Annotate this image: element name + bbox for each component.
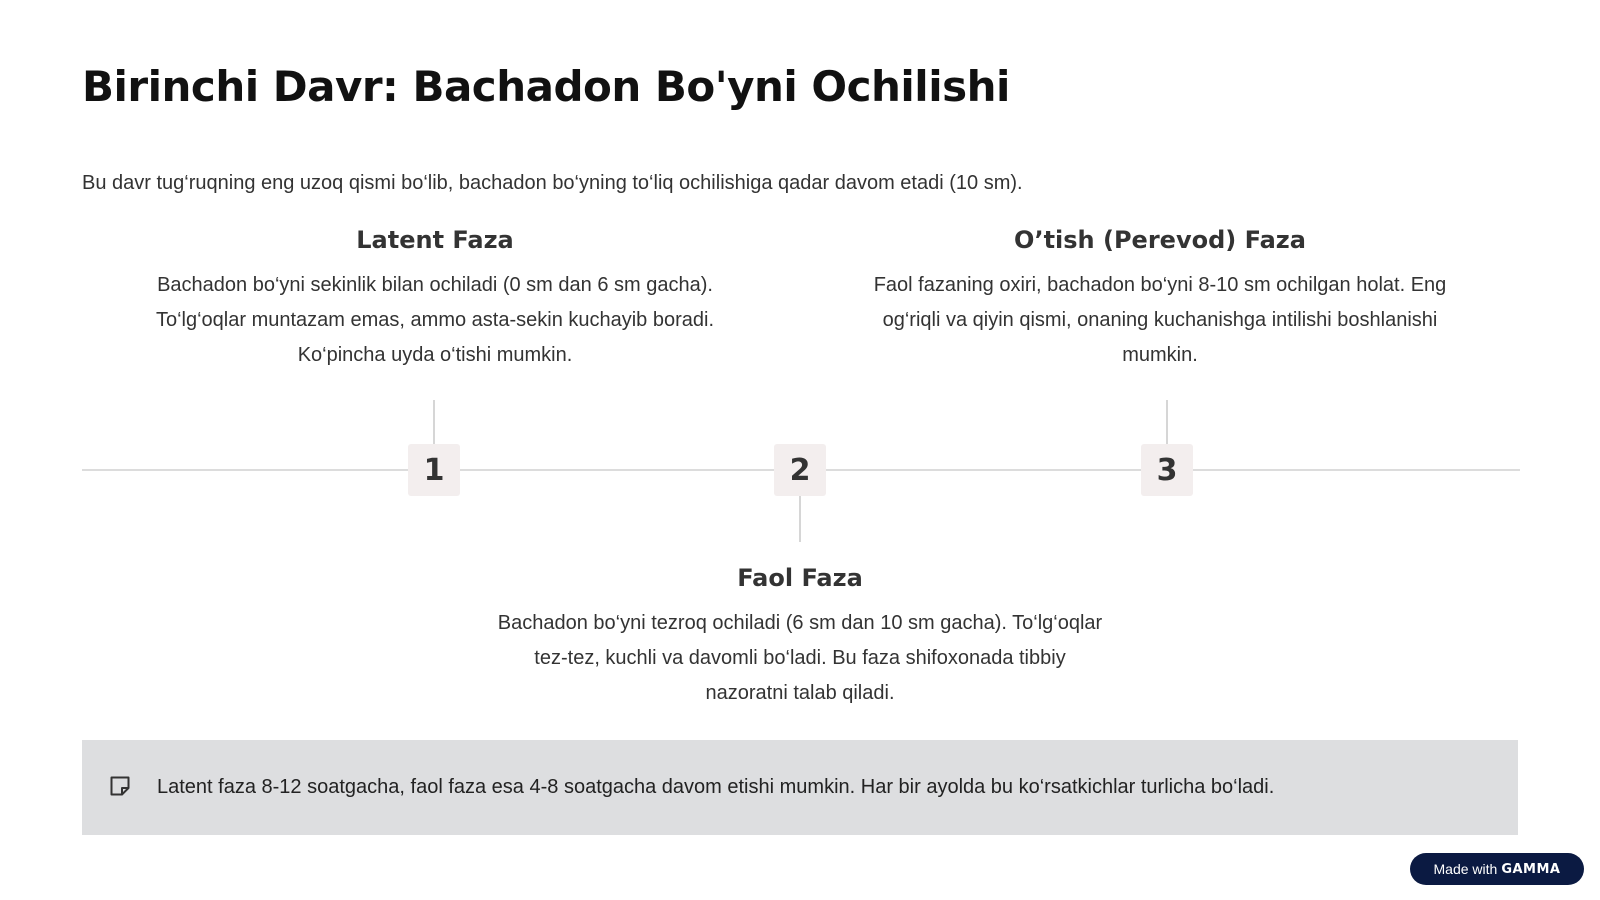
note-callout	[82, 740, 1518, 835]
phase-description-line: Bachadon bo‘yni tezroq ochiladi (6 sm dan 10 sm gacha). To‘lg‘oqlar	[497, 612, 1103, 634]
timeline-connector	[1166, 400, 1168, 444]
phase-active	[470, 564, 1130, 711]
made-with-gamma-badge[interactable]	[1410, 853, 1584, 885]
timeline-marker-2: 2	[774, 444, 826, 496]
phase-description-line: og‘riqli va qiyin qismi, onaning kuchanishga intilishi boshlanishi	[882, 309, 1438, 331]
phase-description	[120, 268, 750, 373]
timeline-connector	[433, 400, 435, 444]
slide-title: Birinchi Davr: Bachadon Bo'yni Ochilishi	[82, 62, 1010, 111]
phase-latent	[120, 226, 750, 373]
gamma-logo: GAMMA	[1501, 861, 1561, 877]
sticky-note-icon	[108, 774, 132, 798]
note-text: Latent faza 8-12 soatgacha, faol faza esa 4-8 soatgacha davom etishi mumkin. Har bir ayolda bu ko‘rsatkichlar turlicha bo‘ladi.	[157, 776, 1275, 798]
phase-description-line: To‘lg‘oqlar muntazam emas, ammo asta-sekin kuchayib boradi.	[155, 309, 715, 331]
slide-intro: Bu davr tug‘ruqning eng uzoq qismi bo‘lib, bachadon bo‘yning to‘liq ochilishiga qadar davom etadi (10 sm).	[82, 172, 1023, 194]
phase-description-line: Faol fazaning oxiri, bachadon bo‘yni 8-10 sm ochilgan holat. Eng	[873, 274, 1447, 296]
phase-description	[845, 268, 1475, 373]
phase-description-line: Ko‘pincha uyda o‘tishi mumkin.	[297, 344, 573, 366]
timeline-marker-3: 3	[1141, 444, 1193, 496]
phase-transition	[845, 226, 1475, 373]
phase-description-line: mumkin.	[1122, 344, 1198, 366]
phase-title: O’tish (Perevod) Faza	[1014, 226, 1306, 254]
phase-title: Faol Faza	[737, 564, 863, 592]
badge-prefix: Made with	[1433, 861, 1498, 877]
phase-title: Latent Faza	[356, 226, 514, 254]
timeline-marker-1: 1	[408, 444, 460, 496]
timeline-connector	[799, 496, 801, 542]
phase-description-line: Bachadon bo‘yni sekinlik bilan ochiladi (0 sm dan 6 sm gacha).	[157, 274, 713, 296]
phase-description-line: nazoratni talab qiladi.	[705, 682, 895, 704]
phase-description-line: tez-tez, kuchli va davomli bo‘ladi. Bu faza shifoxonada tibbiy	[534, 647, 1066, 669]
phase-description	[470, 606, 1130, 711]
